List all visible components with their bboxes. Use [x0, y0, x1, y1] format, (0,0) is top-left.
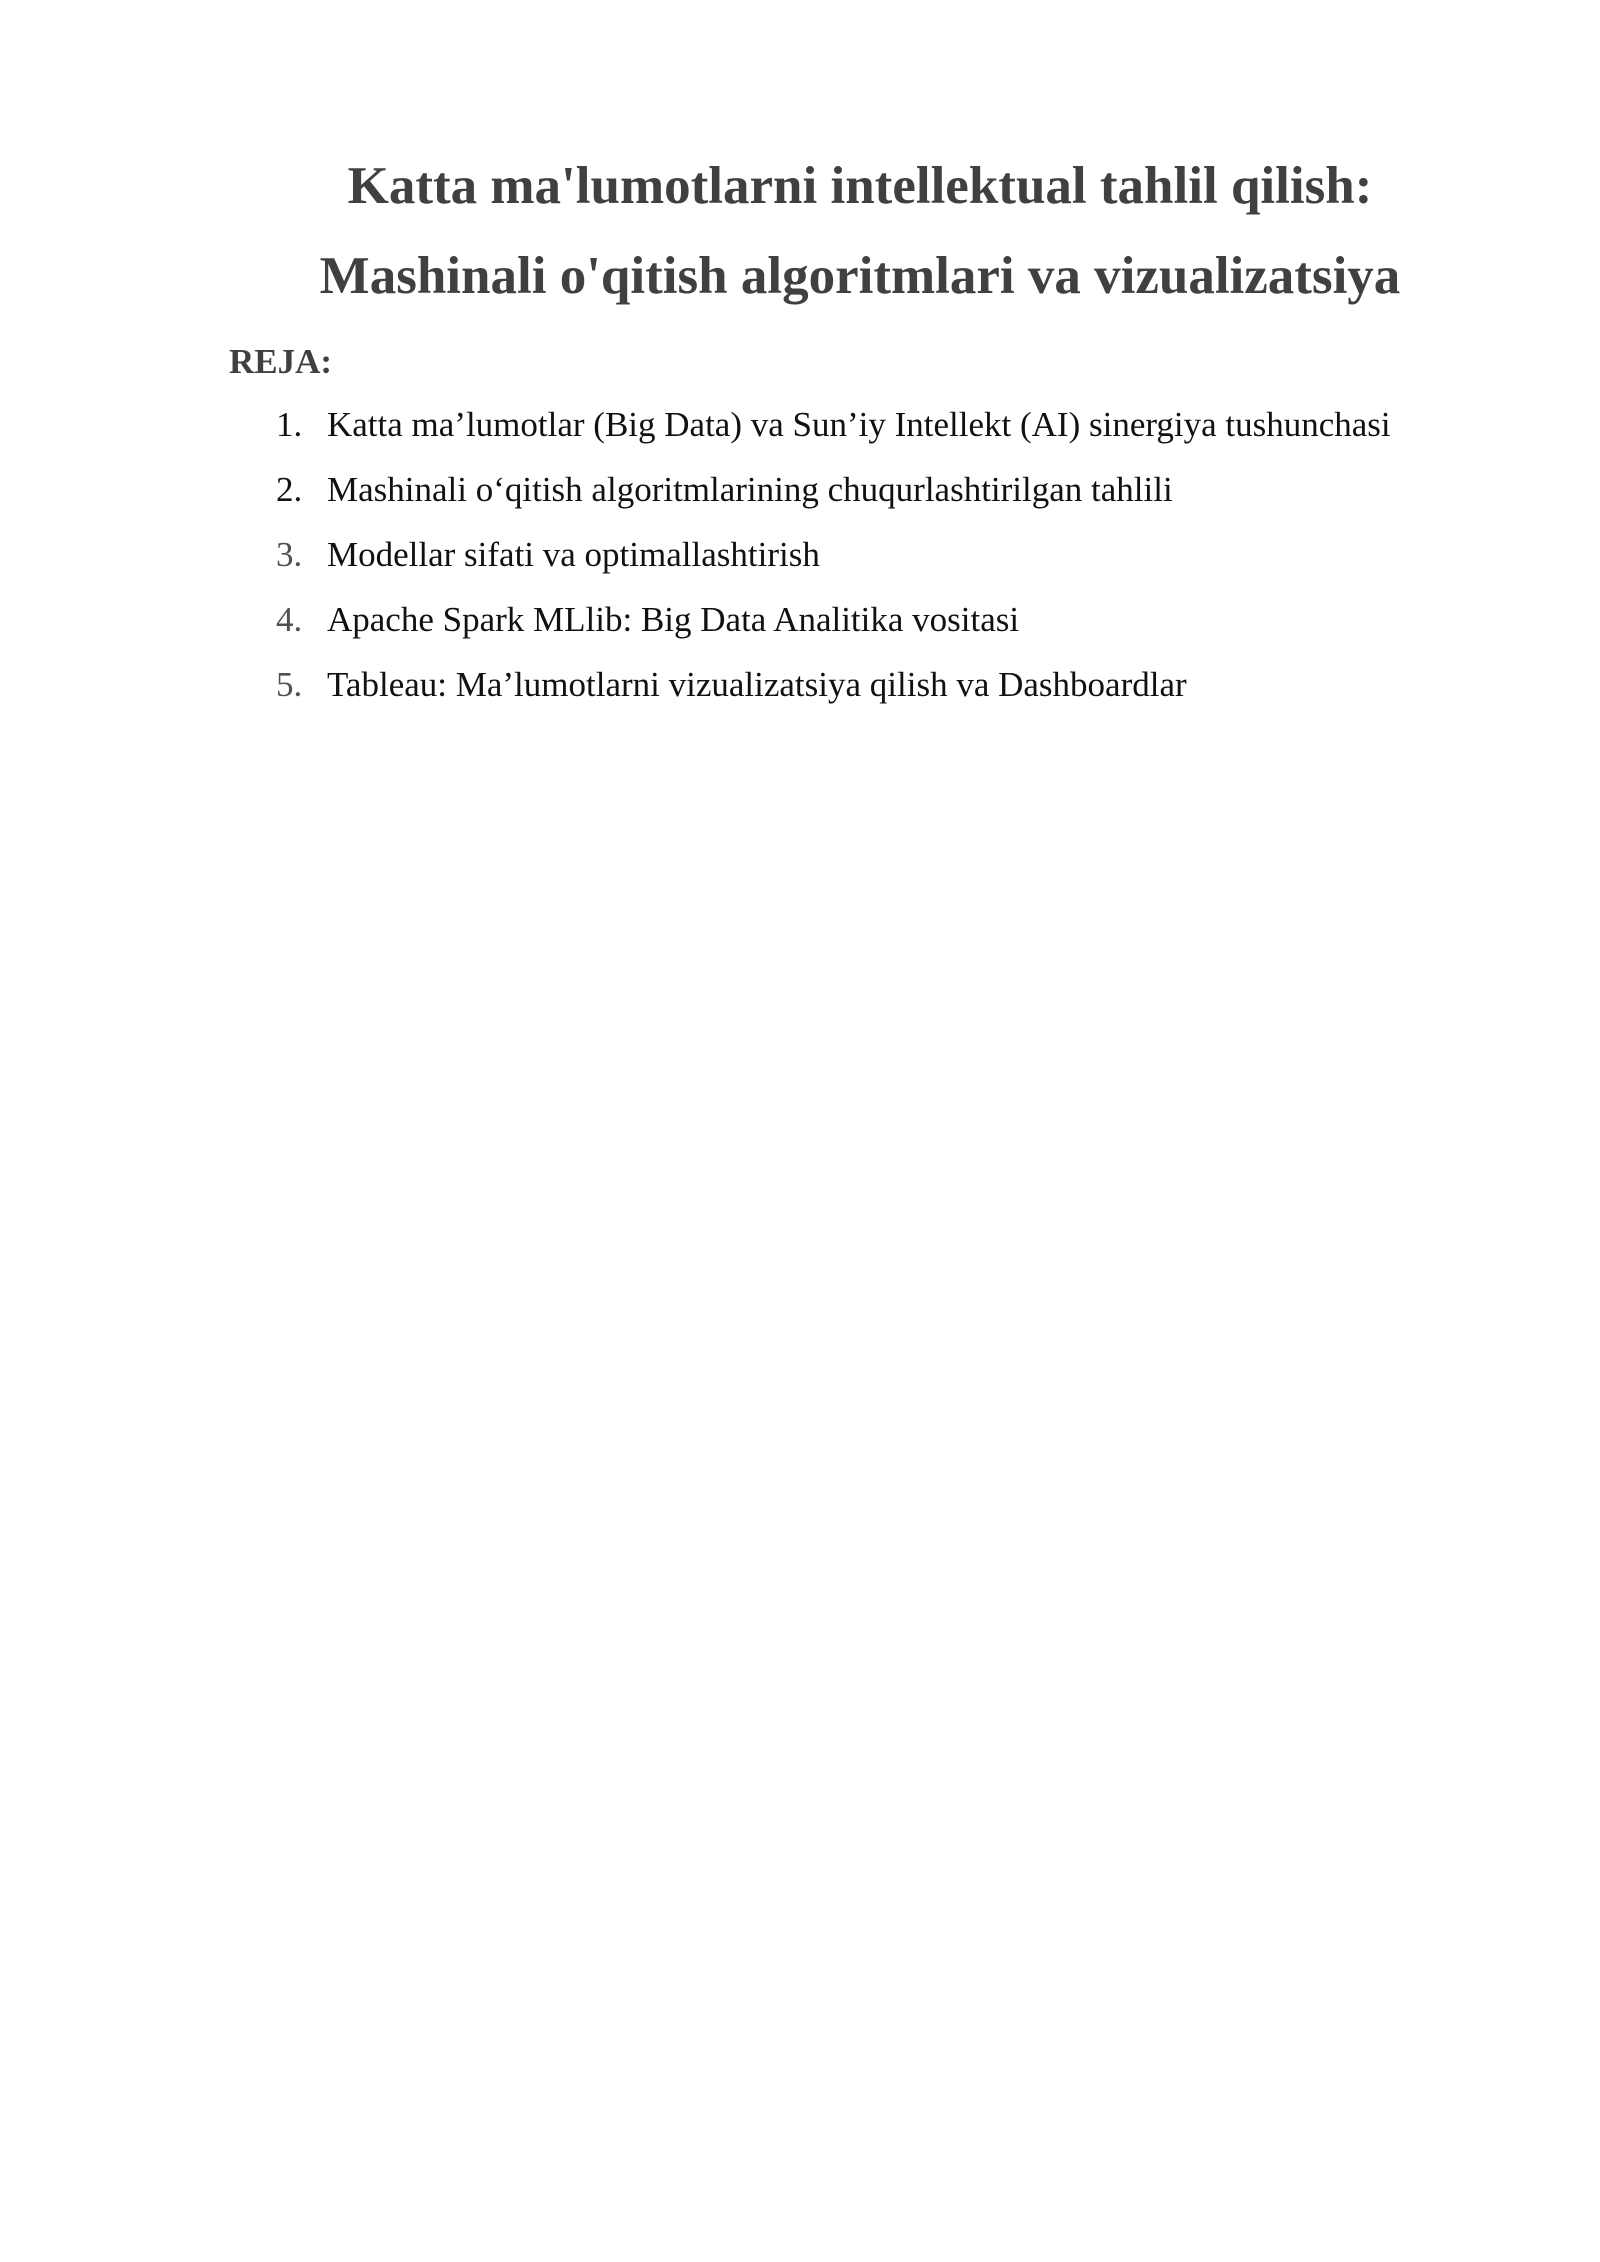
document-title-line-1: Katta ma'lumotlarni intellektual tahlil qilish:: [347, 157, 1373, 215]
plan-item-text: Mashinali o‘qitish algoritmlarining chuqurlashtirilgan tahlili: [327, 470, 1173, 509]
plan-item-number: 1.: [276, 405, 303, 444]
plan-item-text: Modellar sifati va optimallashtirish: [327, 535, 820, 574]
plan-item-text: Apache Spark MLlib: Big Data Analitika vositasi: [327, 600, 1020, 639]
plan-item-number: 5.: [276, 665, 303, 704]
plan-item-number: 4.: [276, 600, 303, 639]
plan-item-text: Katta ma’lumotlar (Big Data) va Sun’iy Intellekt (AI) sinergiya tushunchasi: [327, 405, 1391, 444]
document-title-line-2: Mashinali o'qitish algoritmlari va vizualizatsiya: [319, 247, 1401, 305]
plan-item-number: 3.: [276, 535, 303, 574]
plan-item-number: 2.: [276, 470, 303, 509]
plan-item-text: Tableau: Ma’lumotlarni vizualizatsiya qilish va Dashboardlar: [327, 665, 1187, 704]
plan-heading: REJA:: [229, 342, 333, 381]
